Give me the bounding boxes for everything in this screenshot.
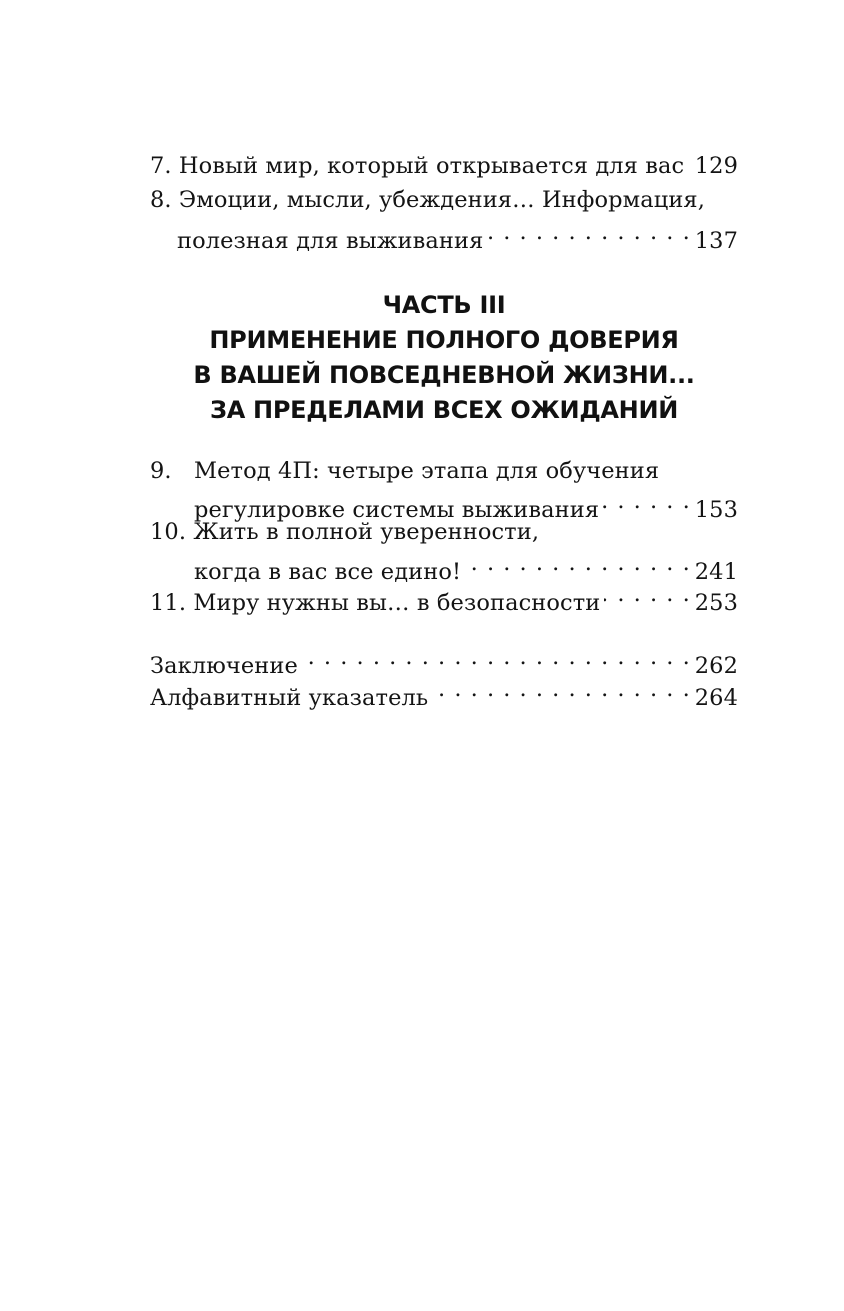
toc-entry-title: 11. Миру нужны вы… в безопасности [150, 590, 601, 616]
toc-entry-10-cont[interactable] [150, 547, 738, 585]
toc-entry-title: Алфавитный указатель [150, 685, 429, 711]
toc-page-number: 137 [694, 228, 738, 254]
part-title-line: ЗА ПРЕДЕЛАМИ ВСЕХ ОЖИДАНИЙ [209, 396, 679, 424]
toc-entry-title: 10. Жить в полной уверенности, [150, 519, 540, 545]
toc-entry-8-cont[interactable] [150, 216, 738, 254]
toc-page-number: 253 [694, 590, 738, 616]
toc-entry-11[interactable] [150, 578, 738, 616]
toc-entry-title: Метод 4П: четыре этапа для обучения [194, 458, 660, 484]
toc-entry-index[interactable] [150, 673, 738, 711]
dot-leader [302, 641, 691, 673]
dot-leader [465, 547, 691, 579]
dot-leader [603, 485, 691, 517]
toc-entry-9-cont[interactable] [150, 485, 738, 523]
toc-entry-title-cont: полезная для выживания [177, 228, 484, 254]
toc-entry-7[interactable] [150, 150, 738, 182]
dot-leader [432, 673, 691, 705]
toc-entry-9[interactable] [150, 455, 738, 487]
toc-page-number: 129 [694, 153, 738, 179]
toc-page-number: 153 [694, 497, 738, 523]
toc-entry-title: 8. Эмоции, мысли, убеждения… Информация, [150, 187, 705, 213]
toc-entry-title: 7. Новый мир, который открывается для вас [150, 153, 685, 179]
part-title-line: ПРИМЕНЕНИЕ ПОЛНОГО ДОВЕРИЯ [209, 326, 679, 354]
dot-leader [487, 216, 690, 248]
toc-page-number: 241 [694, 559, 738, 585]
part-number: ЧАСТЬ III [382, 291, 506, 319]
toc-entry-title-cont: регулировке системы выживания [194, 497, 600, 523]
toc-page-number: 262 [694, 653, 738, 679]
part-title-line: В ВАШЕЙ ПОВСЕДНЕВНОЙ ЖИЗНИ... [193, 361, 695, 389]
toc-chapter-number: 9. [150, 458, 172, 484]
toc-page-number: 264 [694, 685, 738, 711]
dot-leader [604, 578, 690, 610]
toc-entry-title: Заключение [150, 653, 298, 679]
toc-entry-title-cont: когда в вас все едино! [194, 559, 462, 585]
part-heading [120, 288, 768, 428]
toc-entry-10[interactable] [150, 516, 738, 548]
toc-entry-8[interactable] [150, 184, 738, 216]
toc-entry-conclusion[interactable] [150, 641, 738, 679]
